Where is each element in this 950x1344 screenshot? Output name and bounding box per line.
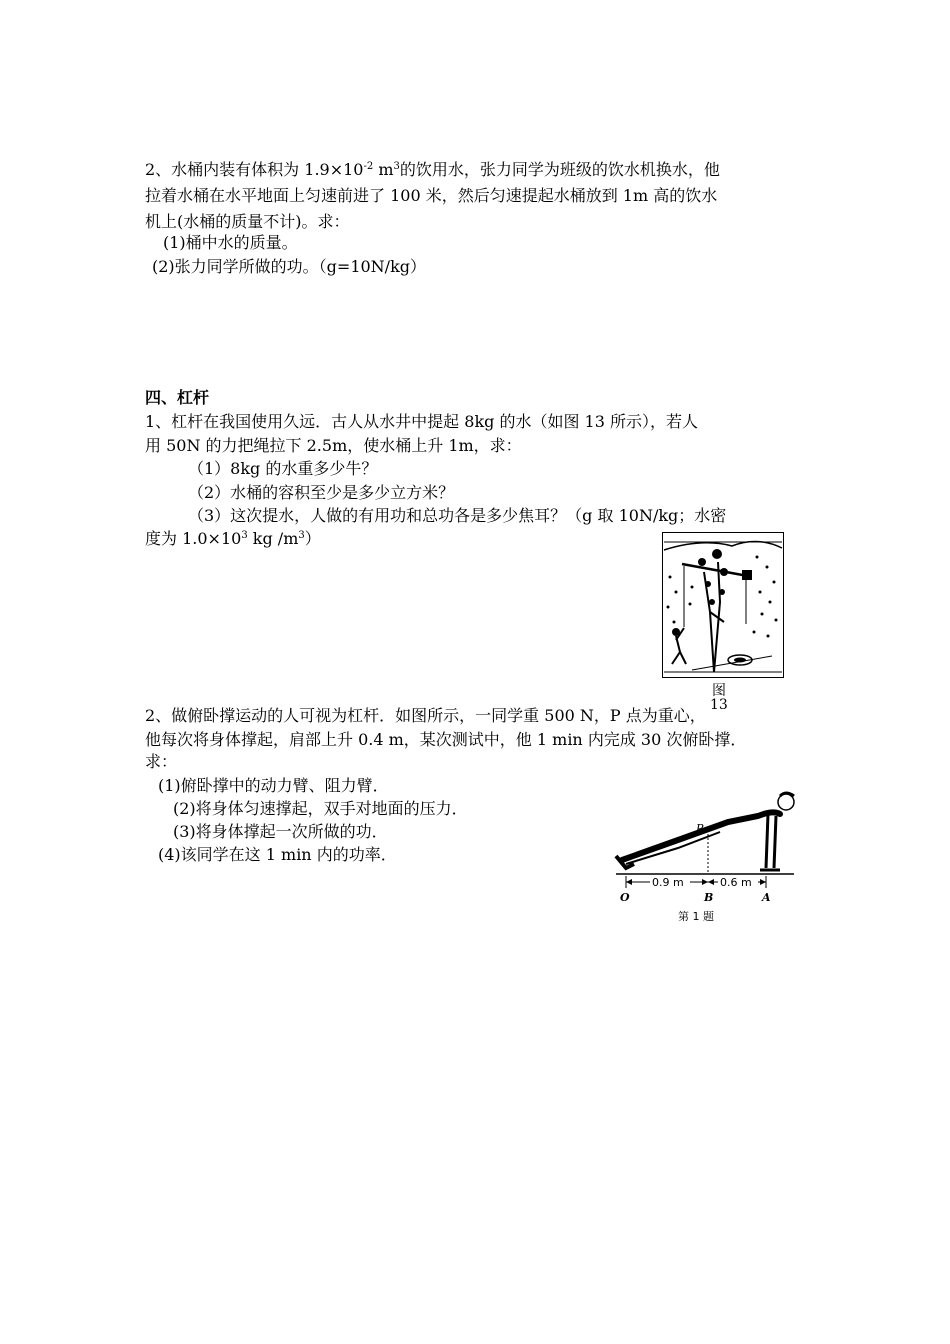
q2-water-item2: (2)张力同学所做的功。（g=10N/kg）	[152, 257, 427, 276]
dim-label-1: 0.9 m	[652, 876, 684, 889]
q2-pushup-line2: 他每次将身体撑起，肩部上升 0.4 m，某次测试中，他 1 min 内完成 30 次俯卧撑．	[145, 730, 747, 749]
q2-water-line2: 拉着水桶在水平地面上匀速前进了 100 米，然后匀速提起水桶放到 1m 高的饮水	[145, 186, 718, 205]
label-o: O	[620, 891, 630, 904]
q2-water-sup-exp: -2	[363, 161, 374, 172]
q2-pushup-item3: (3)将身体撑起一次所做的功．	[173, 822, 388, 841]
q1-lever-line2: 用 50N 的力把绳拉下 2.5m，使水桶上升 1m，求：	[145, 436, 522, 455]
q2-pushup-line1: 2、做俯卧撑运动的人可视为杠杆．如图所示，一同学重 500 N，P 点为重心，	[145, 706, 706, 725]
figure13-caption-2: 13	[710, 697, 728, 713]
q1-lever-density-b: kg /m	[247, 529, 299, 548]
dim-label-2: 0.6 m	[720, 876, 752, 889]
figure13-caption-1: 图	[712, 683, 726, 699]
q1-lever-line-last	[145, 529, 321, 549]
q1-lever-density-exp: 3	[241, 530, 248, 541]
q2-pushup-item4: (4)该同学在这 1 min 内的功率．	[158, 845, 397, 864]
q1-lever-density-a: 度为 1.0×10	[145, 529, 242, 548]
q2-water-sup-cube: 3	[393, 161, 400, 172]
q2-water-line1-c: 的饮用水，张力同学为班级的饮水机换水，他	[399, 160, 720, 179]
q1-lever-density-cube: 3	[298, 530, 305, 541]
section-title: 四、杠杆	[145, 388, 210, 407]
q2-water-line3: 机上(水桶的质量不计)。求：	[145, 212, 350, 231]
q1-lever-line1: 1、杠杆在我国使用久远．古人从水井中提起 8kg 的水（如图 13 所示），若人	[145, 412, 699, 431]
q1-lever-item2: （2）水桶的容积至少是多少立方米？	[188, 483, 455, 502]
q2-pushup-item2: (2)将身体匀速撑起，双手对地面的压力．	[173, 799, 468, 818]
q1-lever-density-c: ）	[304, 529, 321, 548]
q1-lever-item1: （1）8kg 的水重多少牛？	[188, 459, 378, 478]
q2-water-line1-a: 2、水桶内装有体积为 1.9×10	[145, 160, 364, 179]
q2-water-line1	[145, 160, 720, 180]
q2-pushup-item1: (1)俯卧撑中的动力臂、阻力臂．	[158, 776, 389, 795]
label-b: B	[704, 891, 714, 904]
figure-caption: 第 1 题	[678, 910, 714, 923]
q2-water-line1-b: m	[373, 160, 394, 179]
q2-water-item1: (1)桶中水的质量。	[163, 233, 298, 252]
label-p: P	[696, 822, 704, 835]
label-a: A	[762, 891, 771, 904]
well-lever-illustration	[662, 532, 784, 678]
pushup-diagram	[608, 780, 798, 930]
q1-lever-item3: （3）这次提水，人做的有用功和总功各是多少焦耳？（g 取 10N/kg；水密	[188, 506, 727, 525]
q2-pushup-line3: 求：	[145, 752, 178, 771]
